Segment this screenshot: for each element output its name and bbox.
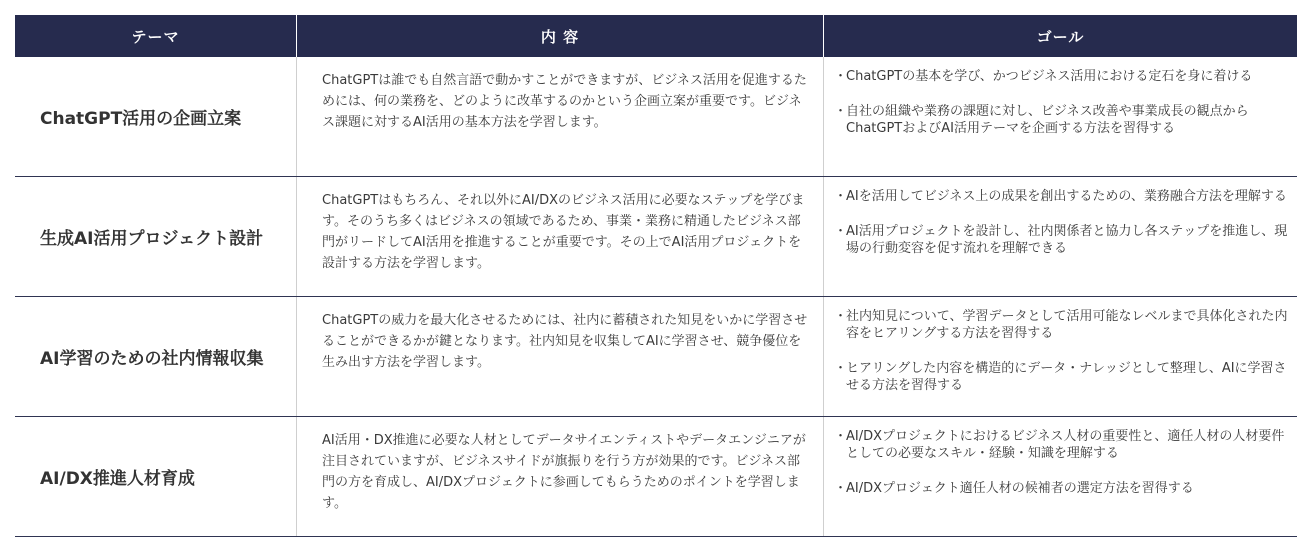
goal-text: AI/DXプロジェクト適任人材の候補者の選定方法を習得する xyxy=(846,481,1194,496)
content-cell: AI活用・DX推進に必要な人材としてデータサイエンティストやデータエンジニアが注目されていますが、ビジネスサイドが旗振りを行う方が効果的です。ビジネス部門の方を育成し、AI/DXプロジェクトに参画してもらうためのポイントを学習します。 xyxy=(297,417,824,536)
goal-text: AI活用プロジェクトを設計し、社内関係者と協力し各ステップを推進し、現場の行動変容を促す流れを理解できる xyxy=(846,224,1288,256)
bullet-marker: ・ xyxy=(834,361,848,376)
goal-cell xyxy=(824,177,1297,296)
goal-text: ChatGPTの基本を学び、かつビジネス活用における定石を身に着ける xyxy=(846,69,1253,84)
bullet-marker: ・ xyxy=(834,481,848,496)
goal-cell xyxy=(824,417,1297,536)
theme-cell: ChatGPT活用の企画立案 xyxy=(15,57,297,176)
goal-text: ヒアリングした内容を構造的にデータ・ナレッジとして整理し、AIに学習させる方法を習得する xyxy=(846,361,1287,393)
table-row xyxy=(15,297,1297,417)
bullet-marker: ・ xyxy=(834,429,848,444)
goal-item xyxy=(834,360,1289,394)
goal-item xyxy=(834,480,1289,497)
table-row xyxy=(15,417,1297,537)
content-cell: ChatGPTはもちろん、それ以外にAI/DXのビジネス活用に必要なステップを学びます。そのうち多くはビジネスの領域であるため、事業・業務に精通したビジネス部門がリードしてAI活用を推進することが重要です。その上でAI活用プロジェクトを設計する方法を学習します。 xyxy=(297,177,824,296)
goal-item xyxy=(834,103,1289,137)
goal-text: AI/DXプロジェクトにおけるビジネス人材の重要性と、適任人材の人材要件としての必要なスキル・経験・知識を理解する xyxy=(846,429,1285,461)
header-goal: ゴール xyxy=(1036,27,1085,46)
goal-item xyxy=(834,68,1289,85)
curriculum-table xyxy=(15,15,1297,537)
table-row xyxy=(15,57,1297,177)
goal-text: AIを活用してビジネス上の成果を創出するための、業務融合方法を理解する xyxy=(846,189,1287,204)
goal-cell xyxy=(824,57,1297,176)
goal-item xyxy=(834,428,1289,462)
theme-cell: 生成AI活用プロジェクト設計 xyxy=(15,177,297,296)
content-cell: ChatGPTは誰でも自然言語で動かすことができますが、ビジネス活用を促進するためには、何の業務を、どのように改革するのかという企画立案が重要です。ビジネス課題に対するAI活用の基本方法を学習します。 xyxy=(297,57,824,176)
bullet-marker: ・ xyxy=(834,189,848,204)
content-cell: ChatGPTの威力を最大化させるためには、社内に蓄積された知見をいかに学習させることができるかが鍵となります。社内知見を収集してAIに学習させ、競争優位を生み出す方法を学習します。 xyxy=(297,297,824,416)
table-row xyxy=(15,177,1297,297)
header-theme: テーマ xyxy=(15,15,297,57)
bullet-marker: ・ xyxy=(834,224,848,239)
goal-item xyxy=(834,188,1289,205)
goal-item xyxy=(834,223,1289,257)
goal-text: 社内知見について、学習データとして活用可能なレベルまで具体化された内容をヒアリングする方法を習得する xyxy=(846,309,1288,341)
goal-item xyxy=(834,308,1289,342)
header-content: 内 容 xyxy=(297,15,824,57)
table-header-row xyxy=(15,15,1297,57)
bullet-marker: ・ xyxy=(834,69,848,84)
theme-cell: AI学習のための社内情報収集 xyxy=(15,297,297,416)
bullet-marker: ・ xyxy=(834,309,848,324)
bullet-marker: ・ xyxy=(834,104,848,119)
goal-text: 自社の組織や業務の課題に対し、ビジネス改善や事業成長の観点からChatGPTおよびAI活用テーマを企画する方法を習得する xyxy=(846,104,1249,136)
goal-cell xyxy=(824,297,1297,416)
theme-cell: AI/DX推進人材育成 xyxy=(15,417,297,536)
